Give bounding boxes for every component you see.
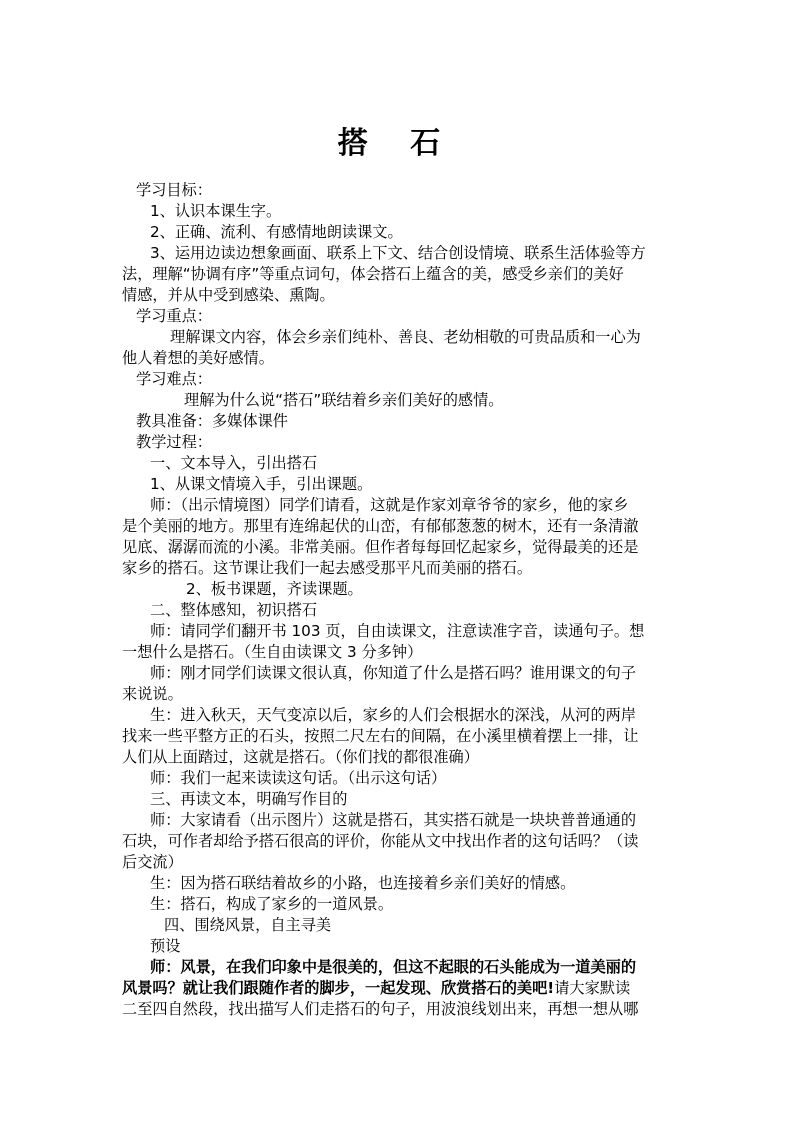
paragraph-line: 师：刚才同学们读课文很认真，你知道了什么是搭石吗？谁用课文的句子: [150, 664, 636, 682]
section-heading-process: 教学过程：: [136, 433, 212, 451]
paragraph-line: 预设: [150, 937, 181, 955]
paragraph-line: 人们从上面踏过，这就是搭石。（你们找的都很准确）: [122, 748, 479, 766]
paragraph-line: 2、板书课题，齐读课题。: [186, 580, 363, 598]
step-heading: 三、再读文本，明确写作目的: [150, 790, 348, 808]
paragraph-line: 见底、潺潺而流的小溪。非常美丽。但作者每每回忆起家乡，觉得最美的还是: [122, 538, 639, 556]
objective-line: 2、正确、流利、有感情地朗读课文。: [150, 223, 403, 241]
paragraph-line: 一想什么是搭石。（生自由读课文 3 分多钟）: [122, 643, 423, 661]
regular-text: 请大家默读: [554, 979, 631, 997]
paragraph-line: 师：我们一起来读读这句话。（出示这句话）: [150, 769, 447, 787]
section-heading-key-points: 学习重点：: [136, 307, 212, 325]
paragraph-line: 石块，可作者却给予搭石很高的评价，你能从文中找出作者的这句话吗？（读: [122, 832, 639, 850]
paragraph-line: 师：请同学们翻开书 103 页，自由读课文，注意读准字音，读通句子。想: [150, 622, 645, 640]
paragraph-line: 来说说。: [122, 685, 183, 703]
bold-text: 风景吗？就让我们跟随作者的脚步，一起发现、欣赏搭石的美吧!: [122, 979, 555, 997]
paragraph-line: 师：大家请看（出示图片）这就是搭石，其实搭石就是一块块普普通通的: [150, 811, 636, 829]
difficulty-line: 理解为什么说“搭石”联结着乡亲们美好的感情。: [184, 391, 504, 409]
section-heading-objectives: 学习目标：: [136, 181, 212, 199]
paragraph-line: 生：搭石，构成了家乡的一道风景。: [150, 895, 393, 913]
objective-line: 情感，并从中受到感染、熏陶。: [122, 286, 335, 304]
step-heading: 一、文本导入，引出搭石: [150, 454, 318, 472]
paragraph-line: 生：因为搭石联结着故乡的小路，也连接着乡亲们美好的情感。: [150, 874, 576, 892]
objective-line: 法，理解“协调有序”等重点词句，体会搭石上蕴含的美，感受乡亲们的美好: [122, 265, 624, 283]
materials-line: 教具准备：多媒体课件: [136, 412, 288, 430]
objective-line: 1、认识本课生字。: [150, 202, 282, 220]
paragraph-line: 生：进入秋天，天气变凉以后，家乡的人们会根据水的深浅，从河的两岸: [150, 706, 636, 724]
paragraph-line: 师：（出示情境图）同学们请看，这就是作家刘章爷爷的家乡，他的家乡: [150, 496, 629, 514]
paragraph-line: 二至四自然段，找出描写人们走搭石的句子，用波浪线划出来，再想一想从哪: [122, 1000, 639, 1018]
paragraph-line: 后交流）: [122, 853, 183, 871]
section-heading-difficulty: 学习难点：: [136, 370, 212, 388]
key-point-line: 他人着想的美好感情。: [122, 349, 274, 367]
document-title: 搭 石: [337, 126, 457, 161]
step-heading: 四、围绕风景，自主寻美: [164, 916, 332, 934]
paragraph-line: 1、从课文情境入手，引出课题。: [150, 475, 373, 493]
paragraph-line: 是个美丽的地方。那里有连绵起伏的山峦，有郁郁葱葱的树木，还有一条清澈: [122, 517, 639, 535]
paragraph-line: 家乡的搭石。这节课让我们一起去感受那平凡而美丽的搭石。: [122, 559, 533, 577]
paragraph-line: 师：风景，在我们印象中是很美的，但这不起眼的石头能成为一道美丽的: [150, 958, 636, 976]
objective-line: 3、运用边读边想象画面、联系上下文、结合创设情境、联系生活体验等方: [150, 244, 646, 262]
paragraph-line: 找来一些平整方正的石头，按照二尺左右的间隔，在小溪里横着摆上一排，让: [122, 727, 639, 745]
step-heading: 二、整体感知，初识搭石: [150, 601, 318, 619]
paragraph-line: [122, 978, 630, 999]
key-point-line: 理解课文内容，体会乡亲们纯朴、善良、老幼相敬的可贵品质和一心为: [170, 328, 641, 346]
